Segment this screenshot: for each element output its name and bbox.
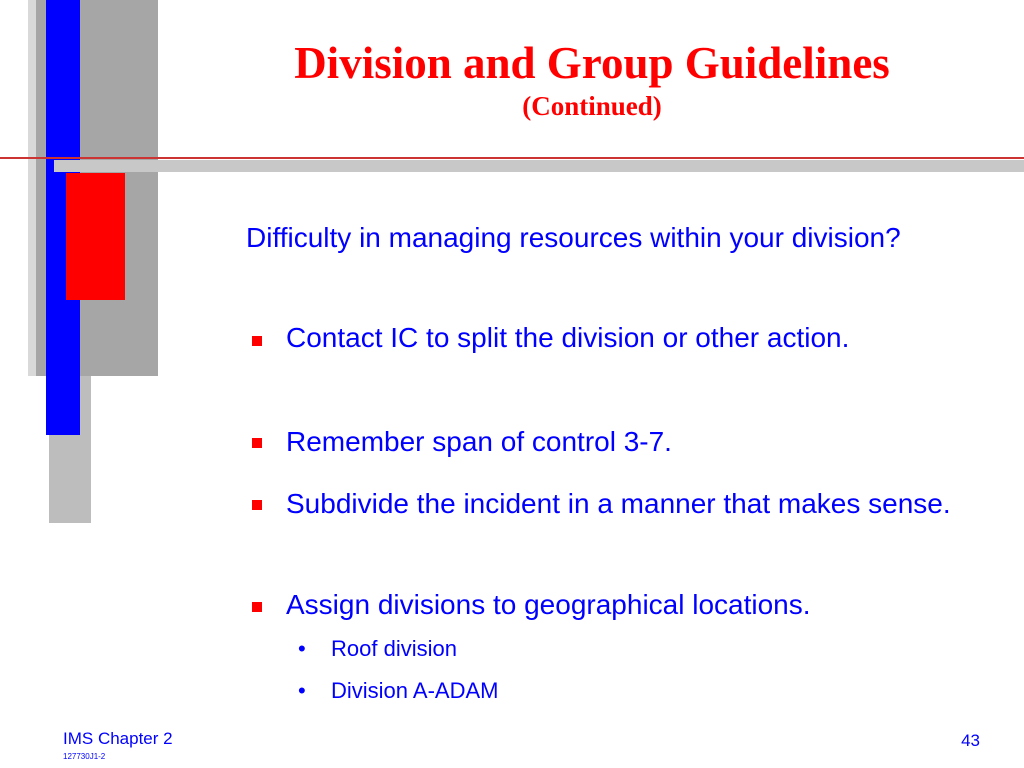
bullet-item: Assign divisions to geographical locations. [286,589,811,620]
bullet-square-icon [252,438,262,448]
sub-bullet-item: Division A-ADAM [331,678,499,703]
bullet-square-icon [252,336,262,346]
sub-bullet-dot-icon: • [298,636,306,661]
bullet-item: Subdivide the incident in a manner that makes sense. [286,488,951,519]
slide-title: Division and Group Guidelines [294,38,890,88]
bullet-item: Remember span of control 3-7. [286,426,672,457]
footer-code: 127730J1-2 [63,752,106,761]
bullet-square-icon [252,602,262,612]
intro-text: Difficulty in managing resources within your division? [246,222,901,253]
slide-subtitle: (Continued) [522,91,662,121]
footer-chapter: IMS Chapter 2 [63,729,173,748]
red-block [66,173,125,300]
page-number: 43 [961,731,980,750]
title-rule-red [0,157,1024,159]
sub-bullet-dot-icon: • [298,678,306,703]
gray-strip-inner [28,0,36,376]
title-rule-gray [54,160,1024,172]
bullet-item: Contact IC to split the division or other action. [286,322,850,353]
bullet-square-icon [252,500,262,510]
sub-bullet-item: Roof division [331,636,457,661]
